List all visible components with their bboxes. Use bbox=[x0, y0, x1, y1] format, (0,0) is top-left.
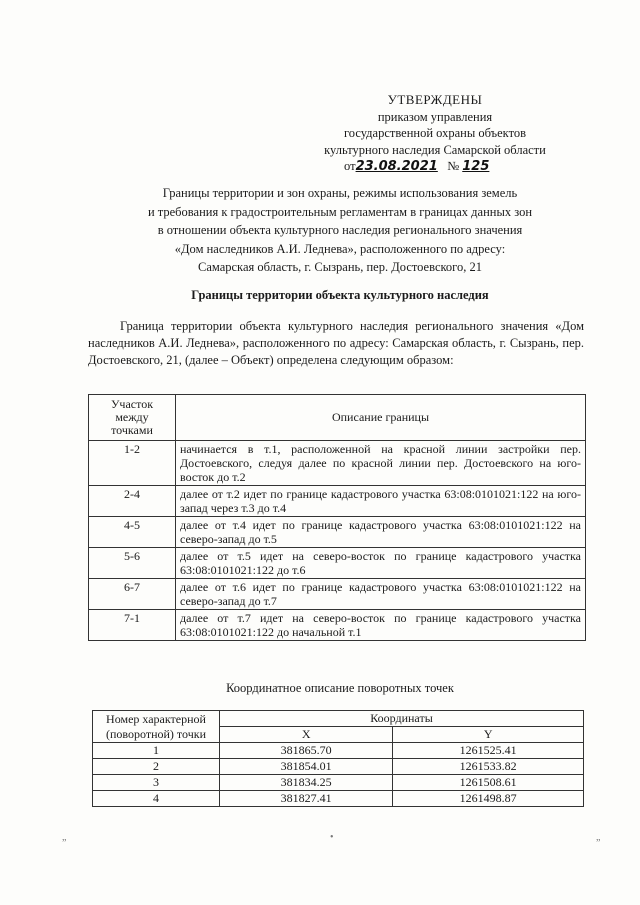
table-row bbox=[89, 441, 586, 486]
approval-line-3: культурного наследия Самарской области bbox=[324, 142, 546, 157]
document-title bbox=[90, 184, 590, 277]
coordinates-table bbox=[92, 710, 584, 807]
segment-cell: 1-2 bbox=[89, 441, 176, 486]
coords-header-row bbox=[93, 711, 584, 727]
description-header: Описание границы bbox=[176, 395, 586, 441]
number-prefix: № bbox=[447, 159, 460, 173]
point-cell: 3 bbox=[93, 775, 220, 791]
description-cell: далее от т.6 идет по границе кадастрового участка 63:08:0101021:122 на северо-запад до т.7 bbox=[176, 579, 586, 610]
intro-paragraph: Граница территории объекта культурного наследия регионального значения «Дом наследников А.И. Леднева», расположенного по адресу: Самарская область, г. Сызрань, пер. Достоевского, 21, (далее – Объект) определена следующим образом: bbox=[88, 319, 584, 367]
approval-stamp bbox=[300, 92, 570, 176]
title-line: в отношении объекта культурного наследия регионального значения bbox=[157, 223, 523, 237]
coords-title: Координатное описание поворотных точек bbox=[226, 681, 454, 695]
y-cell: 1261508.61 bbox=[393, 775, 584, 791]
x-header: X bbox=[220, 727, 393, 743]
date-prefix: от bbox=[344, 159, 356, 173]
table-row bbox=[93, 775, 584, 791]
point-cell: 2 bbox=[93, 759, 220, 775]
scan-mark-left: „ bbox=[62, 832, 67, 843]
table-row bbox=[93, 743, 584, 759]
description-cell: начинается в т.1, расположенной на красной линии застройки пер. Достоевского, следуя далее по красной линии пер. Достоевского на юго-восток до т.2 bbox=[176, 441, 586, 486]
title-line: Границы территории и зон охраны, режимы использования земель bbox=[162, 186, 518, 200]
x-cell: 381865.70 bbox=[220, 743, 393, 759]
approval-date-line bbox=[300, 158, 570, 176]
segment-cell: 5-6 bbox=[89, 548, 176, 579]
description-cell: далее от т.5 идет на северо-восток по границе кадастрового участка 63:08:0101021:122 до т.6 bbox=[176, 548, 586, 579]
handwritten-date: 23.08.2021 bbox=[355, 159, 438, 174]
title-line: Самарская область, г. Сызрань, пер. Достоевского, 21 bbox=[198, 260, 482, 274]
title-line: «Дом наследников А.И. Леднева», расположенного по адресу: bbox=[174, 241, 506, 256]
boundary-header-row bbox=[89, 395, 586, 441]
table-row bbox=[93, 791, 584, 807]
approval-line-1: приказом управления bbox=[377, 109, 493, 124]
description-cell: далее от т.7 идет на северо-восток по границе кадастрового участка 63:08:0101021:122 до начальной т.1 bbox=[176, 610, 586, 641]
y-cell: 1261533.82 bbox=[393, 759, 584, 775]
x-cell: 381854.01 bbox=[220, 759, 393, 775]
table-row bbox=[89, 610, 586, 641]
coords-header: Координаты bbox=[220, 711, 584, 727]
y-cell: 1261498.87 bbox=[393, 791, 584, 807]
segment-cell: 4-5 bbox=[89, 517, 176, 548]
approval-heading: УТВЕРЖДЕНЫ bbox=[387, 92, 483, 107]
description-cell: далее от т.4 идет по границе кадастрового участка 63:08:0101021:122 на северо-запад до т.5 bbox=[176, 517, 586, 548]
segment-header: Участок между точками bbox=[89, 395, 176, 441]
point-header: Номер характерной (поворотной) точки bbox=[93, 711, 220, 743]
point-cell: 4 bbox=[93, 791, 220, 807]
table-row bbox=[89, 486, 586, 517]
scan-mark-right: „ bbox=[596, 832, 601, 843]
approval-line-2: государственной охраны объектов bbox=[343, 126, 527, 140]
segment-cell: 2-4 bbox=[89, 486, 176, 517]
table-row bbox=[89, 548, 586, 579]
table-row bbox=[89, 517, 586, 548]
handwritten-number: 125 bbox=[462, 159, 490, 174]
point-cell: 1 bbox=[93, 743, 220, 759]
boundary-table bbox=[88, 394, 586, 641]
table-row bbox=[89, 579, 586, 610]
segment-cell: 7-1 bbox=[89, 610, 176, 641]
description-cell: далее от т.2 идет по границе кадастрового участка 63:08:0101021:122 на юго-запад через т.3 до т.4 bbox=[176, 486, 586, 517]
section-heading: Границы территории объекта культурного наследия bbox=[191, 288, 489, 302]
table-row bbox=[93, 759, 584, 775]
x-cell: 381827.41 bbox=[220, 791, 393, 807]
segment-cell: 6-7 bbox=[89, 579, 176, 610]
x-cell: 381834.25 bbox=[220, 775, 393, 791]
scan-mark-center: • bbox=[330, 832, 334, 843]
title-line: и требования к градостроительным регламентам в границах данных зон bbox=[147, 204, 533, 219]
y-header: Y bbox=[393, 727, 584, 743]
y-cell: 1261525.41 bbox=[393, 743, 584, 759]
